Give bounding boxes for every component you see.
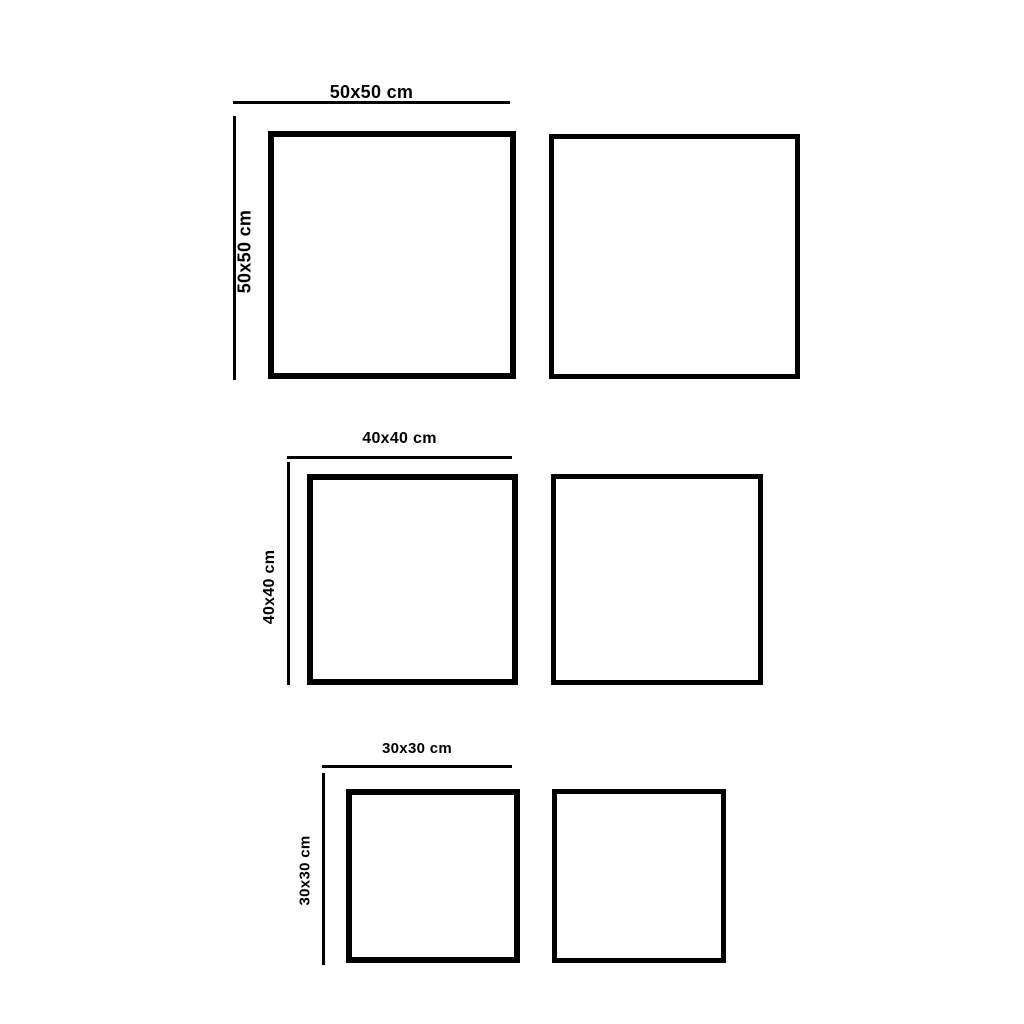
dimension-line-top-30	[322, 765, 512, 768]
dimension-label-height-40: 40x40 cm	[261, 549, 278, 625]
dimension-label-width-50: 50x50 cm	[329, 82, 414, 102]
dimension-line-left-30	[322, 773, 325, 965]
square-50-left	[268, 131, 516, 379]
square-30-left	[346, 789, 520, 963]
square-40-left	[307, 474, 518, 685]
dimension-label-height-30: 30x30 cm	[296, 835, 314, 906]
square-40-right	[551, 474, 763, 685]
square-50-right	[549, 134, 800, 379]
square-30-right	[552, 789, 726, 963]
dimension-line-top-40	[287, 456, 512, 459]
dimension-label-width-40: 40x40 cm	[362, 430, 437, 447]
dimension-line-left-40	[287, 462, 290, 685]
dimension-label-width-30: 30x30 cm	[382, 740, 452, 757]
dimension-label-height-50: 50x50 cm	[234, 209, 255, 294]
